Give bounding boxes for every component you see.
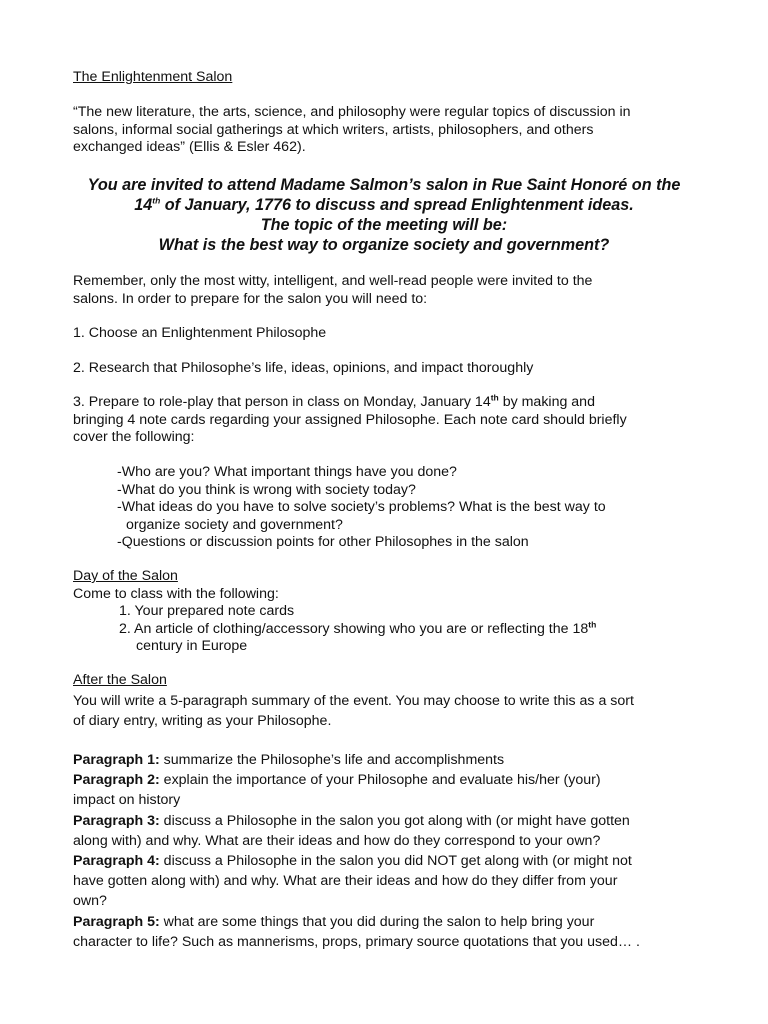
after-salon-heading <box>73 672 703 690</box>
paragraph-2 <box>73 770 713 790</box>
paragraph-5-cont: character to life? Such as mannerisms, props, primary source quotations that you used… . <box>73 933 640 950</box>
step-3 <box>73 394 703 447</box>
paragraph-text: what are some things that you did during the salon to help bring your <box>159 913 595 930</box>
after-line: of diary entry, writing as your Philosophe. <box>73 713 332 729</box>
paragraph-label: Paragraph 5: <box>73 913 160 930</box>
remember-line: salons. In order to prepare for the salon you will need to: <box>73 290 428 307</box>
paragraph-label: Paragraph 1: <box>73 752 160 768</box>
invite-topic: What is the best way to organize society and government? <box>158 236 610 254</box>
invite-date-day: 14 <box>134 196 153 214</box>
paragraph-4-cont: own? <box>73 893 107 910</box>
note-card-topics <box>117 464 697 552</box>
step-3-line <box>73 394 703 412</box>
step-1: 1. Choose an Enlightenment Philosophe <box>73 325 327 341</box>
after-line: You will write a 5-paragraph summary of the event. You may choose to write this as a sort <box>73 693 634 709</box>
paragraph-label: Paragraph 4: <box>73 853 160 870</box>
after-salon-text <box>73 691 703 731</box>
list-item <box>119 618 597 639</box>
ordinal-suffix: th <box>490 392 499 403</box>
paragraph-requirements <box>73 750 713 952</box>
ordinal-suffix: th <box>588 618 597 629</box>
paragraph-4-cont: have gotten along with) and why. What are their ideas and how do they differ from your <box>73 873 618 890</box>
document-title: The Enlightenment Salon <box>73 69 233 85</box>
paragraph-label: Paragraph 2: <box>73 772 160 789</box>
paragraph-4 <box>73 851 713 871</box>
paragraph-3 <box>73 811 713 831</box>
step-2: 2. Research that Philosophe’s life, ideas, opinions, and impact thoroughly <box>73 360 534 376</box>
list-item: 1. Your prepared note cards <box>119 603 295 619</box>
paragraph-1 <box>73 750 713 770</box>
day-of-salon-list <box>119 603 596 656</box>
paragraph-5 <box>73 912 713 932</box>
invite-line <box>60 195 708 215</box>
list-item: -Questions or discussion points for other Philosophes in the salon <box>117 534 529 550</box>
list-item-continuation: century in Europe <box>136 638 248 654</box>
ordinal-suffix: th <box>152 195 161 206</box>
paragraph-3-cont: along with) and why. What are their ideas and how do they correspond to your own? <box>73 832 601 849</box>
paragraph-text: summarize the Philosophe’s life and accomplishments <box>159 752 505 768</box>
intro-quote <box>73 104 703 157</box>
paragraph-text: explain the importance of your Philosophe and evaluate his/her (your) <box>159 772 601 789</box>
list-item: -Who are you? What important things have you done? <box>117 464 457 480</box>
step-3-line: bringing 4 note cards regarding your assigned Philosophe. Each note card should briefly <box>73 411 627 428</box>
step-3-text: by making and <box>498 394 595 410</box>
list-item: -What ideas do you have to solve society’s problems? What is the best way to <box>117 499 606 515</box>
invite-line: You are invited to attend Madame Salmon’s salon in Rue Saint Honoré on the <box>87 176 681 194</box>
quote-line: “The new literature, the arts, science, and philosophy were regular topics of discussion in <box>73 104 631 120</box>
invite-line: The topic of the meeting will be: <box>260 216 508 234</box>
remember-line: Remember, only the most witty, intelligent, and well-read people were invited to the <box>73 273 593 289</box>
quote-line: salons, informal social gatherings at which writers, artists, philosophers, and others <box>73 121 594 138</box>
paragraph-text: discuss a Philosophe in the salon you did NOT get along with (or might not <box>159 853 632 870</box>
section-heading: Day of the Salon <box>73 568 178 584</box>
paragraph-2-cont: impact on history <box>73 792 181 809</box>
invitation-block <box>60 175 708 255</box>
step-3-line: cover the following: <box>73 429 195 445</box>
list-item-continuation: organize society and government? <box>126 516 343 533</box>
invite-date-rest: of January, 1776 to discuss and spread Enlightenment ideas. <box>160 196 634 214</box>
step-3-text: 3. Prepare to role-play that person in class on Monday, January 14 <box>73 394 491 410</box>
section-intro: Come to class with the following: <box>73 585 279 602</box>
paragraph-label: Paragraph 3: <box>73 812 160 829</box>
quote-line: exchanged ideas” (Ellis & Esler 462). <box>73 139 306 155</box>
list-item: -What do you think is wrong with society today? <box>117 481 416 498</box>
paragraph-text: discuss a Philosophe in the salon you got along with (or might have gotten <box>159 812 630 829</box>
section-heading: After the Salon <box>73 672 167 688</box>
day-of-salon-section <box>73 568 703 603</box>
remember-paragraph <box>73 273 703 308</box>
list-item-text: 2. An article of clothing/accessory showing who you are or reflecting the 18 <box>119 620 589 637</box>
